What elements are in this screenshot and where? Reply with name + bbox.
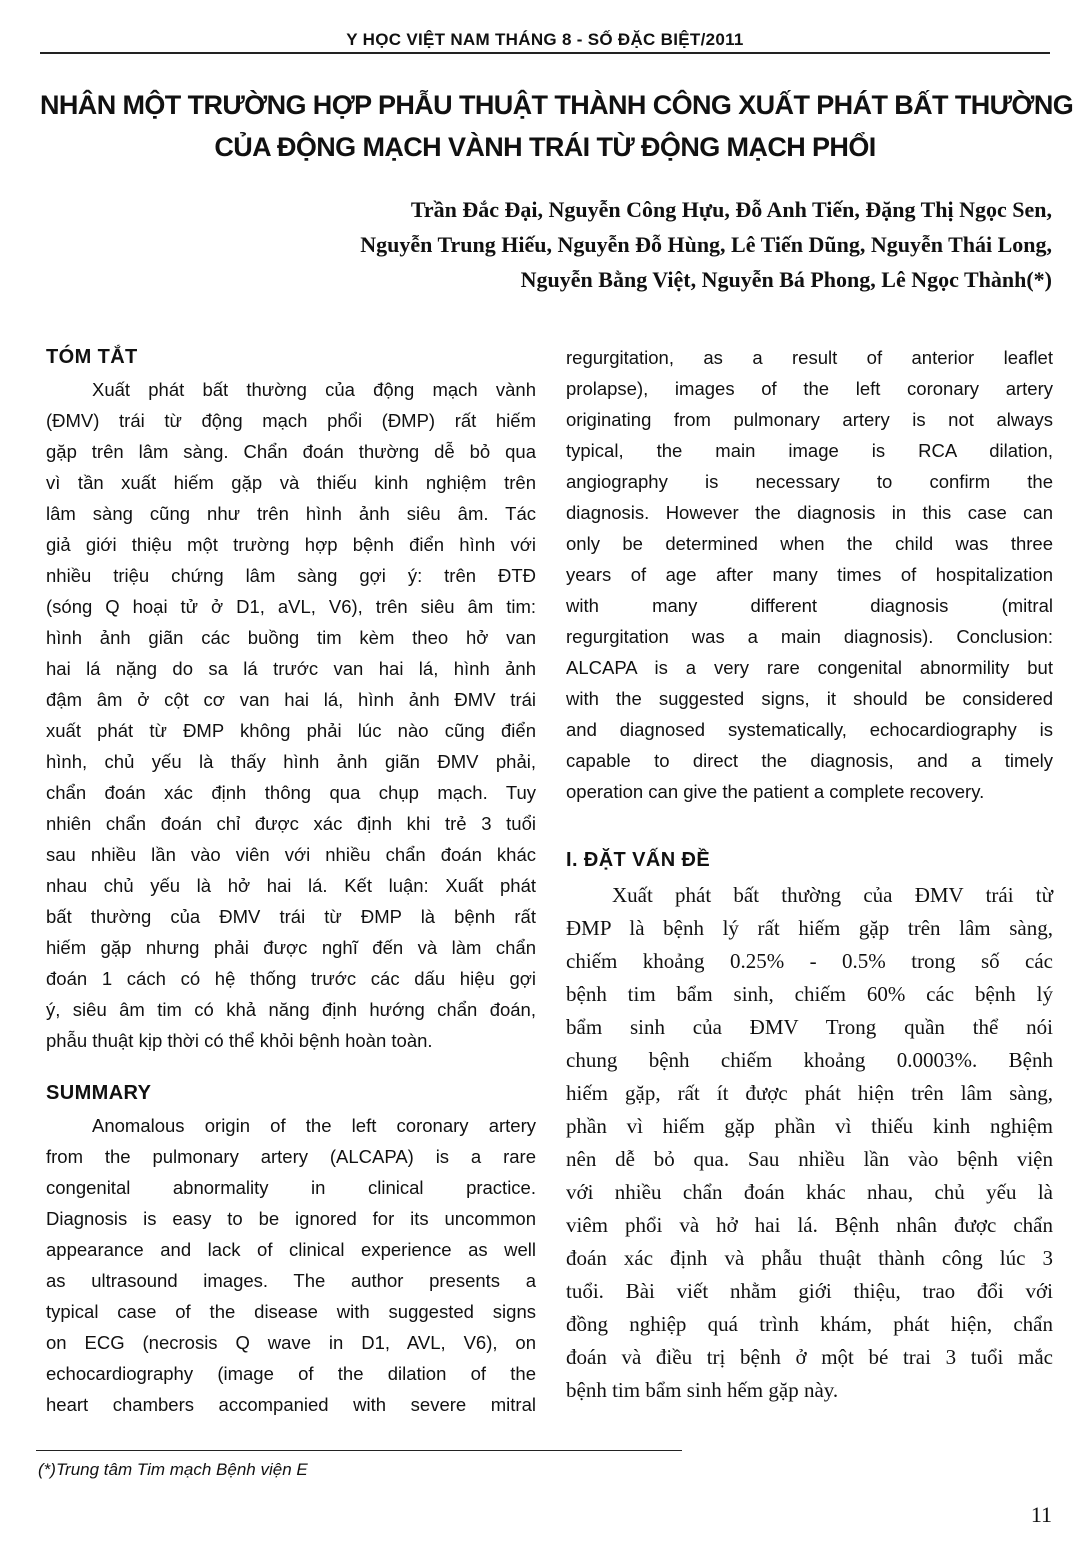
text-line: hiếm gặp nhưng phải được nghĩ đến và làm chẩn <box>46 937 536 958</box>
text-line: đoán và điều trị bệnh ở một bé trai 3 tuổi mắc <box>566 1345 1053 1369</box>
text-line: with many different diagnosis (mitral <box>566 595 1053 616</box>
text-line: phẫu thuật kịp thời có thể khỏi bệnh hoàn toàn. <box>46 1030 433 1051</box>
text-line: (ĐMV) trái từ động mạch phổi (ĐMP) rất hiếm <box>46 410 536 431</box>
text-line: only be determined when the child was three <box>566 533 1053 554</box>
text-line: chiếm khoảng 0.25% - 0.5% trong số các <box>566 949 1053 973</box>
text-line: on ECG (necrosis Q wave in D1, AVL, V6), on <box>46 1332 536 1353</box>
running-header: Y HỌC VIỆT NAM THÁNG 8 - SỐ ĐẶC BIỆT/2011 <box>346 30 744 49</box>
text-line: typical case of the disease with suggested signs <box>46 1301 536 1322</box>
text-line: chung bệnh chiếm khoảng 0.0003%. Bệnh <box>566 1048 1053 1072</box>
header-rule <box>40 52 1050 54</box>
article-title <box>40 84 1074 168</box>
text-line: originating from pulmonary artery is not always <box>566 409 1053 430</box>
text-line: as ultrasound images. The author presents a <box>46 1270 536 1291</box>
text-line: chẩn đoán xác định thông qua chụp mạch. Tuy <box>46 782 536 803</box>
text-line: Xuất phát bất thường của ĐMV trái từ <box>612 883 1053 907</box>
text-line: với nhiều chẩn đoán khác nhau, chủ yếu là <box>566 1180 1053 1204</box>
summary-text-right <box>566 342 1053 807</box>
text-line: hình ảnh giãn các buồng tim kèm theo hở van <box>46 627 536 648</box>
text-line: tuổi. Bài viết nhằm giới thiệu, trao đổi với <box>566 1279 1053 1303</box>
text-line: (sóng Q hoại tử ở D1, aVL, V6), trên siêu âm tim: <box>46 596 536 617</box>
text-line: gặp trên lâm sàng. Chẩn đoán thường dễ bỏ qua <box>46 441 536 462</box>
text-line: nhiên chẩn đoán chỉ được xác định khi trẻ 3 tuổi <box>46 813 536 834</box>
abstract-vi-text <box>46 374 536 1056</box>
text-line: sau nhiều lần vào viên với nhiều chẩn đoán khác <box>46 844 536 865</box>
footnote: (*)Trung tâm Tim mạch Bệnh viện E <box>38 1460 308 1479</box>
text-line: đậm âm ở cột cơ van hai lá, hình ảnh ĐMV trái <box>46 689 536 710</box>
text-line: đoán xác định và phẫu thuật thành công lúc 3 <box>566 1246 1053 1270</box>
text-line: đoán 1 cách có hệ thống trước các dấu hiệu gợi <box>46 968 536 989</box>
text-line: bẩm sinh của ĐMV Trong quần thể nói <box>566 1015 1053 1039</box>
summary-heading: SUMMARY <box>46 1082 152 1104</box>
author-line: Nguyễn Trung Hiếu, Nguyễn Đỗ Hùng, Lê Tiến Dũng, Nguyễn Thái Long, <box>360 232 1052 257</box>
text-line: nhiều triệu chứng lâm sàng gợi ý: trên ĐTĐ <box>46 565 536 586</box>
text-line: appearance and lack of clinical experience as well <box>46 1239 536 1260</box>
text-line: ý, siêu âm tim có khả năng định hướng chẩn đoán, <box>46 999 536 1020</box>
page-number: 11 <box>1030 1502 1052 1527</box>
text-line: capable to direct the diagnosis, and a timely <box>566 750 1053 771</box>
title-line: CỦA ĐỘNG MẠCH VÀNH TRÁI TỪ ĐỘNG MẠCH PHỔI <box>214 132 876 162</box>
author-line: Trần Đắc Đại, Nguyễn Công Hựu, Đỗ Anh Tiến, Đặng Thị Ngọc Sen, <box>410 197 1052 222</box>
text-line: echocardiography (image of the dilation of the <box>46 1363 536 1384</box>
text-line: prolapse), images of the left coronary artery <box>566 378 1053 399</box>
text-line: xuất phát từ ĐMP không phải lúc nào cũng điển <box>46 720 536 741</box>
text-line: vì tần xuất hiếm gặp và thiếu kinh nghiệm trên <box>46 472 536 493</box>
text-line: Anomalous origin of the left coronary artery <box>92 1115 536 1136</box>
author-list <box>152 192 1052 297</box>
text-line: Xuất phát bất thường của động mạch vành <box>92 379 536 400</box>
text-line: lâm sàng cũng như trên hình ảnh siêu âm. Tác <box>46 503 536 524</box>
text-line: regurgitation was a main diagnosis). Conclusion: <box>566 626 1053 647</box>
text-line: ĐMP là bệnh lý rất hiếm gặp trên lâm sàng, <box>566 916 1053 940</box>
title-line: NHÂN MỘT TRƯỜNG HỢP PHẪU THUẬT THÀNH CÔNG XUẤT PHÁT BẤT THƯỜNG <box>40 90 1074 120</box>
text-line: operation can give the patient a complete recovery. <box>566 781 985 802</box>
text-line: from the pulmonary artery (ALCAPA) is a rare <box>46 1146 536 1167</box>
summary-text-left <box>46 1110 536 1420</box>
text-line: diagnosis. However the diagnosis in this case can <box>566 502 1053 523</box>
section-1-text <box>566 879 1053 1407</box>
text-line: nên dễ bỏ qua. Sau nhiều lần vào bệnh viện <box>566 1147 1053 1171</box>
text-line: hiếm gặp, rất ít được phát hiện trên lâm sàng, <box>566 1081 1053 1105</box>
text-line: angiography is necessary to confirm the <box>566 471 1053 492</box>
section-1-heading: I. ĐẶT VẤN ĐỀ <box>566 849 711 871</box>
left-column <box>46 342 536 1420</box>
right-column <box>566 342 1053 1407</box>
text-line: bệnh tim bẩm sinh, chiếm 60% các bệnh lý <box>566 982 1053 1006</box>
text-line: phần vì hiếm gặp phần vì thiếu kinh nghiệm <box>566 1114 1053 1138</box>
text-line: congenital abnormality in clinical practice. <box>46 1177 536 1198</box>
text-line: Diagnosis is easy to be ignored for its uncommon <box>46 1208 536 1229</box>
text-line: nhau chủ yếu là hở hai lá. Kết luận: Xuất phát <box>46 875 536 896</box>
text-line: heart chambers accompanied with severe mitral <box>46 1394 536 1415</box>
text-line: years of age after many times of hospitalization <box>566 564 1053 585</box>
text-line: bất thường của ĐMV trái từ ĐMP là bệnh rất <box>46 906 536 927</box>
text-line: hai lá nặng do sa lá trước van hai lá, hình ảnh <box>46 658 536 679</box>
text-line: bệnh tim bẩm sinh hếm gặp này. <box>566 1378 839 1402</box>
text-line: hình, chủ yếu là thấy hình ảnh giãn ĐMV phải, <box>46 751 536 772</box>
text-line: and diagnosed systematically, echocardiography is <box>566 719 1053 740</box>
footnote-rule <box>36 1450 682 1451</box>
text-line: typical, the main image is RCA dilation, <box>566 440 1053 461</box>
text-line: đồng nghiệp quá trình khám, phát hiện, chẩn <box>566 1312 1053 1336</box>
abstract-vi-heading: TÓM TẮT <box>46 346 138 368</box>
text-line: giả giới thiệu một trường hợp bệnh điển hình với <box>46 534 536 555</box>
author-line: Nguyễn Bằng Việt, Nguyễn Bá Phong, Lê Ngọc Thành(*) <box>520 267 1052 292</box>
text-line: with the suggested signs, it should be considered <box>566 688 1053 709</box>
text-line: regurgitation, as a result of anterior leaflet <box>566 347 1053 368</box>
text-line: viêm phổi và hở hai lá. Bệnh nhân được chẩn <box>566 1213 1053 1237</box>
text-line: ALCAPA is a very rare congenital abnormility but <box>566 657 1053 678</box>
